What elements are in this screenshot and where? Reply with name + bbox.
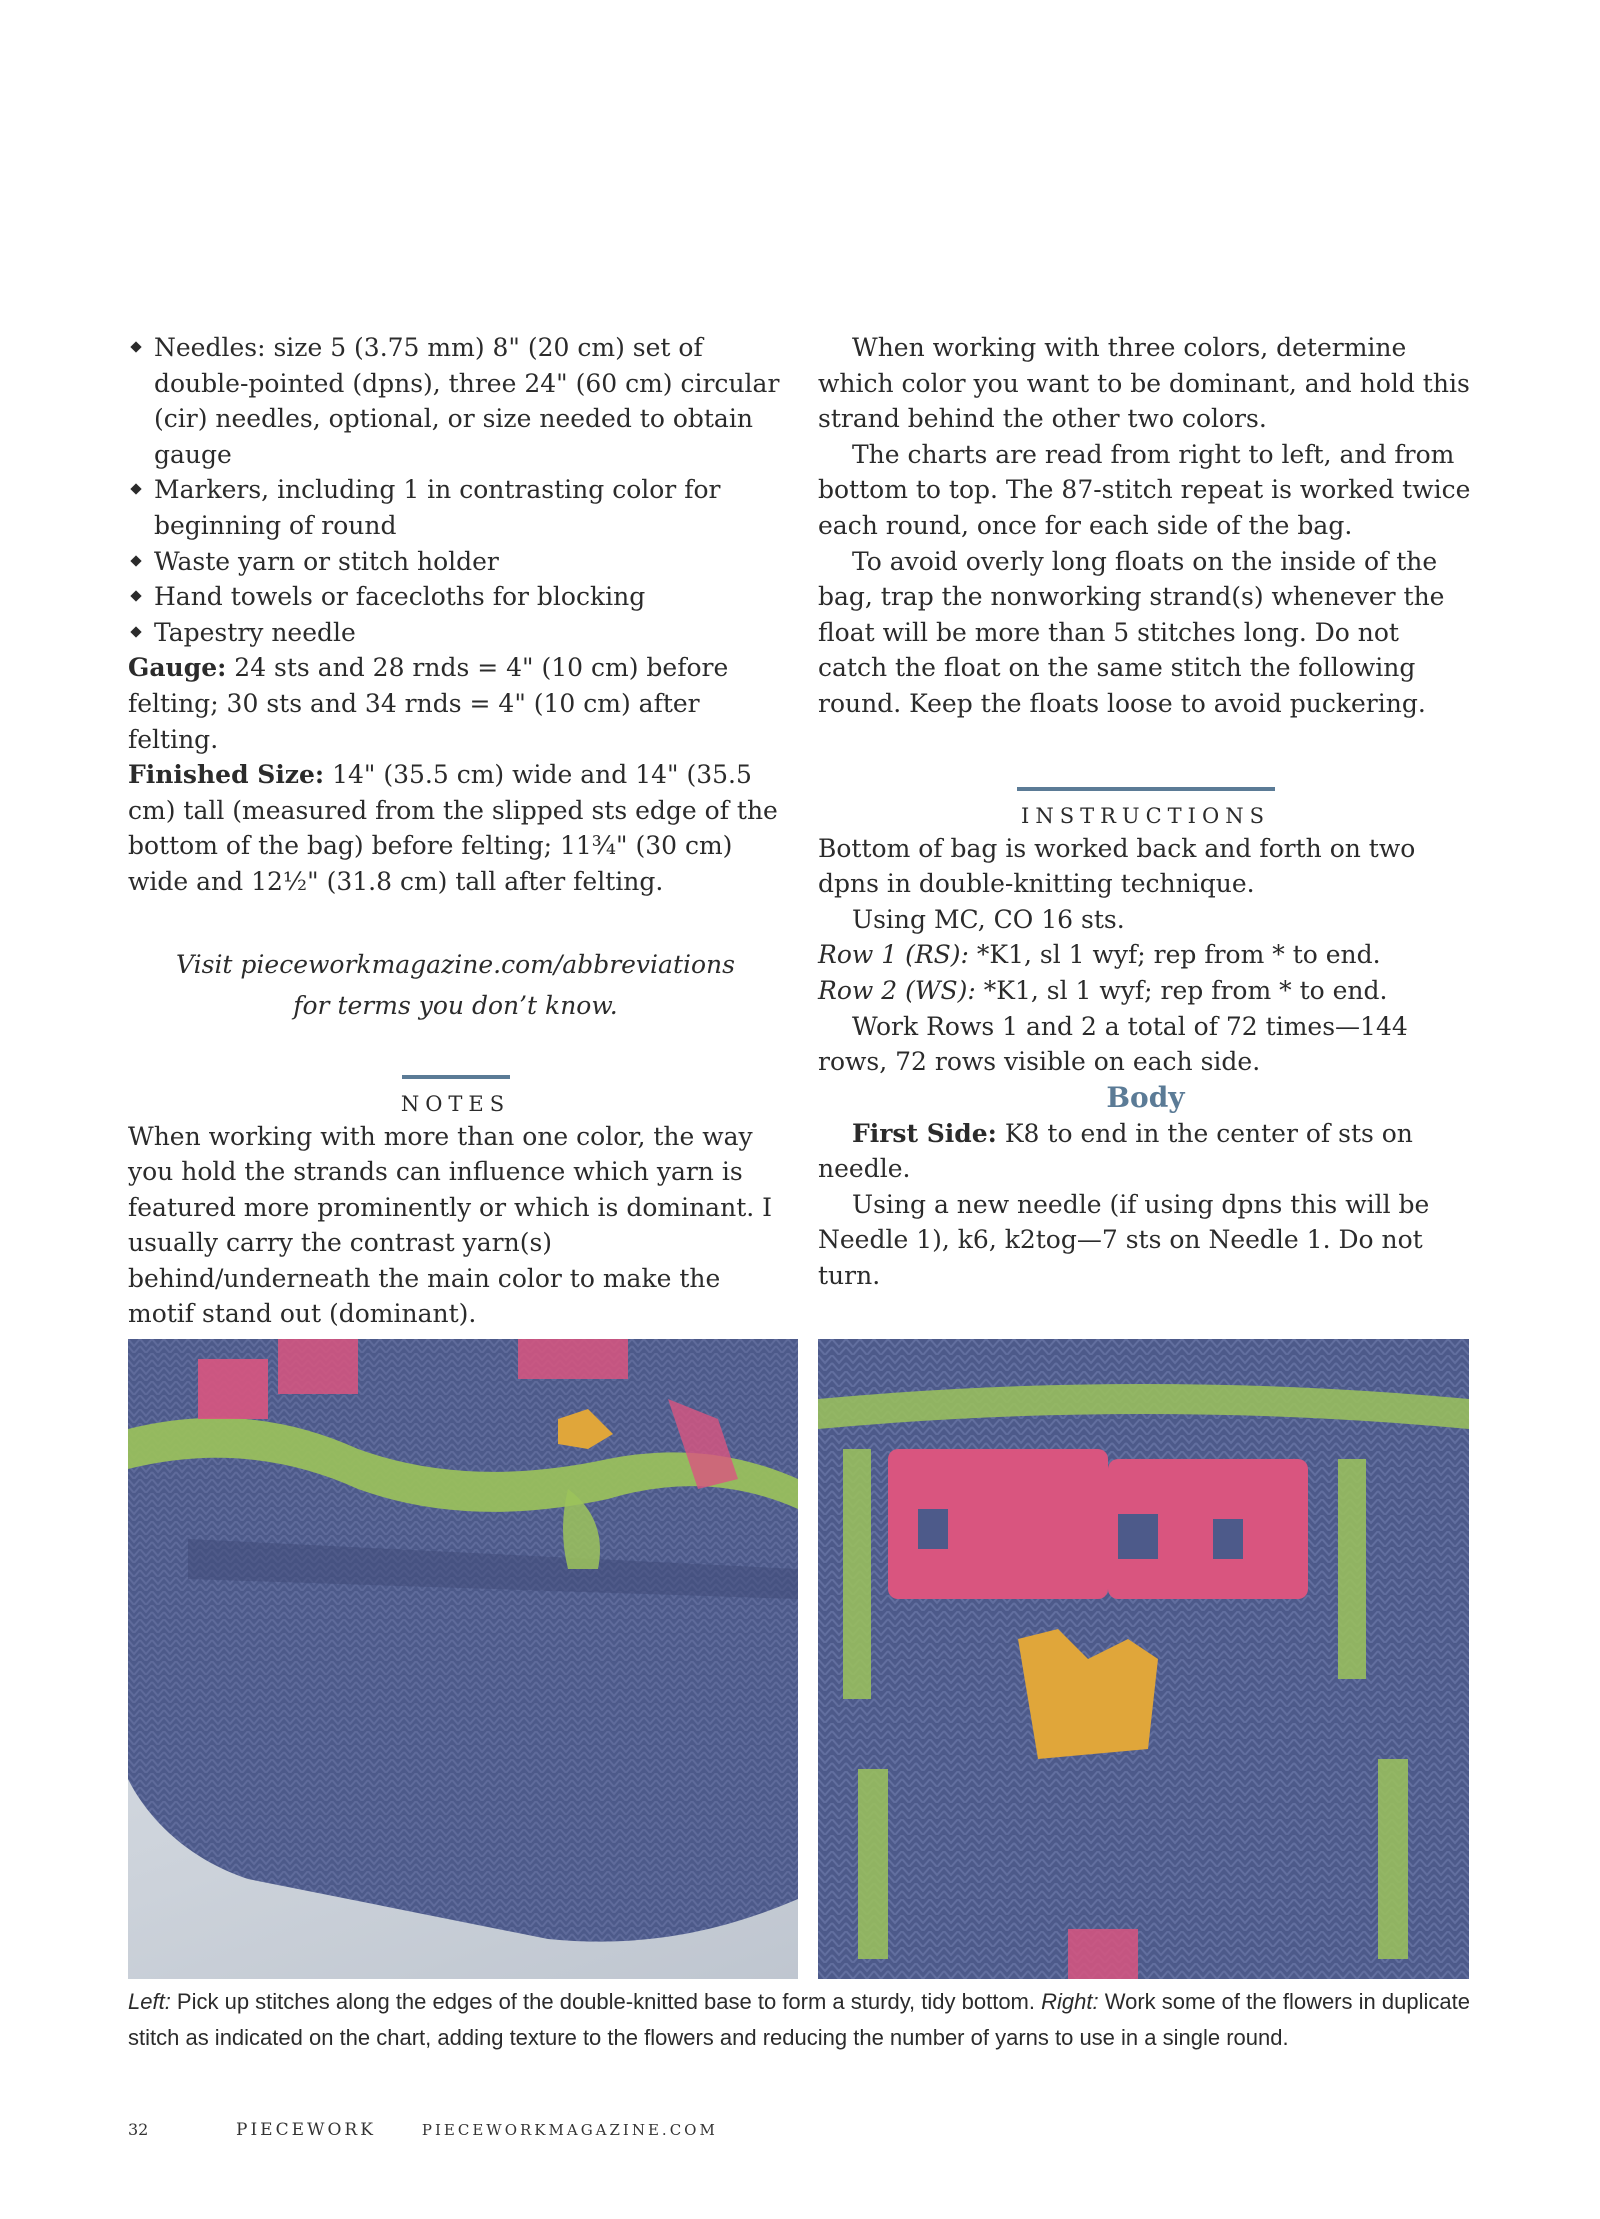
left-column	[128, 330, 783, 1332]
row-2-text: *K1, sl 1 wyf; rep from * to end.	[975, 975, 1388, 1005]
notes-rule	[402, 1075, 510, 1079]
first-side-label: First Side:	[852, 1118, 997, 1148]
materials-list	[128, 330, 783, 650]
knitted-base-illustration	[128, 1339, 798, 1979]
photo-caption	[128, 1984, 1473, 2056]
notes-paragraph-3: The charts are read from right to left, and from bottom to top. The 87-stitch repeat is worked twice each round, once for each side of the bag.	[818, 439, 1471, 540]
abbreviations-line-2: for terms you don’t know.	[293, 990, 618, 1020]
instructions-rule	[1017, 787, 1275, 791]
caption-right-text: Work some of the flowers in duplicate stitch as indicated on the chart, adding texture to the flowers and reducing the number of yarns to use in a single round.	[128, 1989, 1470, 2050]
row-2-instruction	[818, 973, 1473, 1009]
photo-left-bag-base	[128, 1339, 798, 1979]
list-item: Needles: size 5 (3.75 mm) 8" (20 cm) set of double-pointed (dpns), three 24" (60 cm) circular (cir) needles, optional, or size needed to obtain gauge	[128, 330, 783, 472]
instructions-heading-label: INSTRUCTIONS	[1021, 803, 1270, 828]
gauge-paragraph	[128, 650, 783, 757]
finished-size-paragraph	[128, 757, 783, 899]
gauge-label: Gauge:	[128, 653, 227, 683]
caption-left-text: Pick up stitches along the edges of the double-knitted base to form a sturdy, tidy bottom.	[170, 1989, 1042, 2014]
list-item: Hand towels or facecloths for blocking	[128, 579, 783, 615]
caption-left-label: Left:	[128, 1989, 171, 2014]
first-side-paragraph	[818, 1116, 1473, 1187]
first-side-text: K8 to end in the center of sts on needle.	[818, 1118, 1413, 1184]
notes-paragraph-4: To avoid overly long floats on the inside of the bag, trap the nonworking strand(s) whenever the float will be more than 5 stitches long. Do not catch the float on the same stitch the following round. Keep the floats loose to avoid puckering.	[818, 546, 1445, 718]
notes-paragraph-1: When working with more than one color, the way you hold the strands can influence which yarn is featured more prominently or which is dominant. I usually carry the contrast yarn(s) behind/underneath the main color to make the motif stand out (dominant).	[128, 1121, 773, 1329]
notes-paragraph-2: When working with three colors, determine which color you want to be dominant, and hold this strand behind the other two colors.	[818, 333, 1470, 434]
notes-heading-label: NOTES	[400, 1091, 511, 1116]
list-item: Tapestry needle	[128, 615, 783, 651]
caption-right-label: Right:	[1041, 1989, 1099, 2014]
gauge-text: 24 sts and 28 rnds = 4" (10 cm) before felting; 30 sts and 34 rnds = 4" (10 cm) after felting.	[128, 653, 729, 754]
instructions-paragraph-2: Using MC, CO 16 sts.	[852, 904, 1125, 934]
right-column	[818, 330, 1473, 1294]
row-1-label: Row 1 (RS):	[818, 940, 969, 970]
row-1-instruction	[818, 937, 1473, 973]
row-1-text: *K1, sl 1 wyf; rep from * to end.	[968, 940, 1381, 970]
body-subheading: Body	[1106, 1080, 1185, 1114]
instructions-heading	[818, 787, 1473, 831]
instructions-paragraph-3: Work Rows 1 and 2 a total of 72 times—144 rows, 72 rows visible on each side.	[818, 1011, 1408, 1077]
page-number: 32	[128, 2120, 149, 2139]
notes-heading	[128, 1075, 783, 1119]
photo-right-flower-motifs	[818, 1339, 1469, 1979]
page-footer	[128, 2120, 718, 2140]
instructions-paragraph-4: Using a new needle (if using dpns this will be Needle 1), k6, k2tog—7 sts on Needle 1. Do not turn.	[818, 1189, 1430, 1291]
finished-size-label: Finished Size:	[128, 760, 325, 790]
website-link[interactable]: PIECEWORKMAGAZINE.COM	[421, 2121, 718, 2139]
abbreviations-line-1: Visit pieceworkmagazine.com/abbreviations	[176, 949, 735, 979]
list-item: Markers, including 1 in contrasting color for beginning of round	[128, 472, 783, 543]
instructions-paragraph-1: Bottom of bag is worked back and forth on two dpns in double-knitting technique.	[818, 833, 1416, 899]
list-item: Waste yarn or stitch holder	[128, 544, 783, 580]
abbreviations-note	[128, 944, 783, 1026]
flower-motif-illustration	[818, 1339, 1469, 1979]
magazine-name: PIECEWORK	[236, 2120, 376, 2140]
row-2-label: Row 2 (WS):	[818, 975, 976, 1005]
finished-size-text: 14" (35.5 cm) wide and 14" (35.5 cm) tall (measured from the slipped sts edge of the bottom of the bag) before felting; 11¾" (30 cm) wide and 12½" (31.8 cm) tall after felting.	[128, 760, 778, 896]
